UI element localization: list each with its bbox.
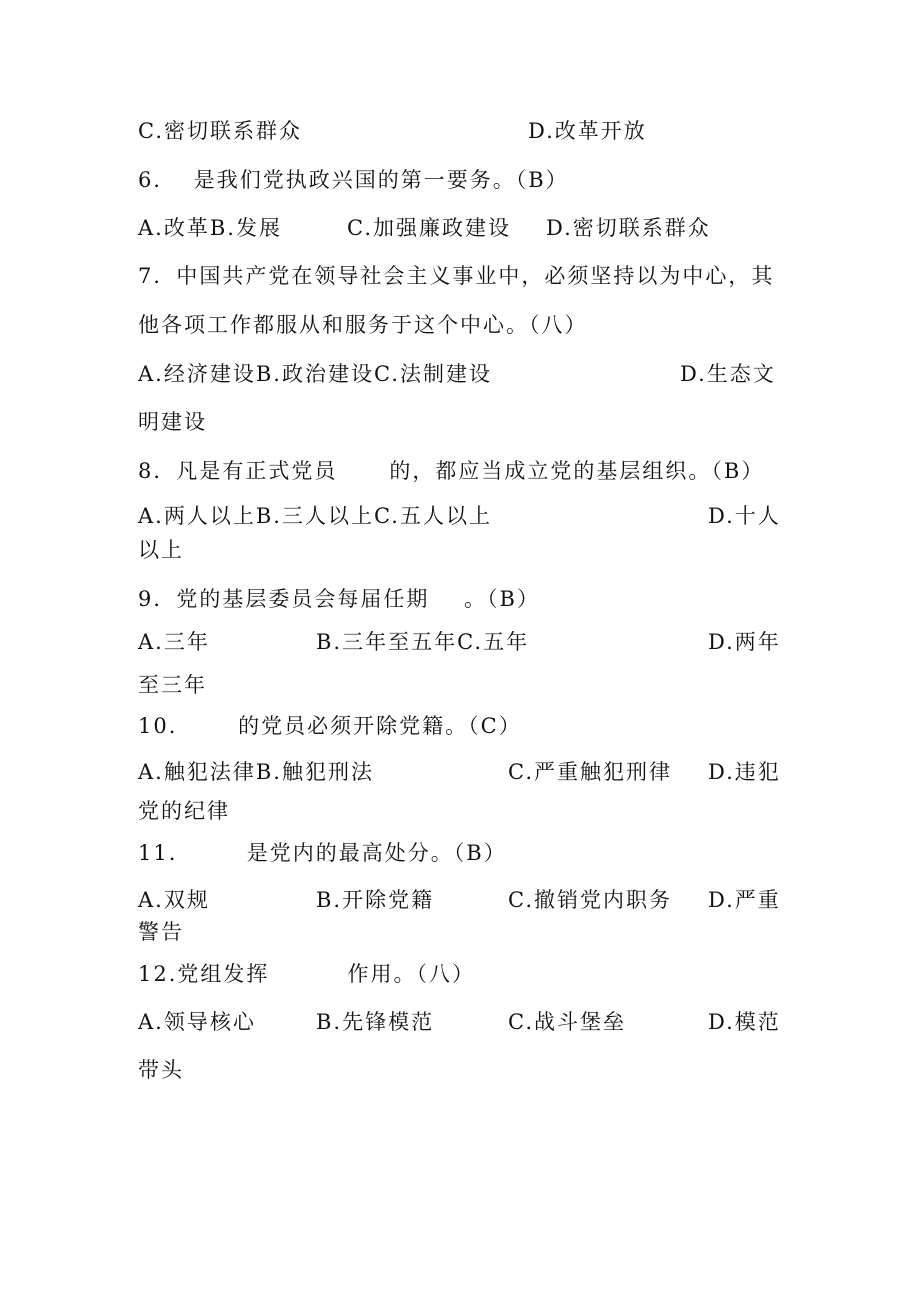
q10-option-d-cont: 党的纪律 bbox=[138, 799, 230, 823]
q11-option-a: A.双规 bbox=[138, 888, 210, 912]
q10-option-d: D.违犯 bbox=[708, 760, 781, 784]
q12-option-c: C.战斗堡垒 bbox=[508, 1010, 626, 1034]
q7-option-d: D.生态文 bbox=[680, 362, 776, 386]
q5-option-c: C.密切联系群众 bbox=[138, 119, 302, 143]
q12-option-b: B.先锋模范 bbox=[316, 1010, 435, 1034]
q12-question: 12.党组发挥 作用。（八） bbox=[138, 962, 475, 986]
q7-question-line1: 7．中国共产党在领导社会主义事业中，必须坚持以为中心，其 bbox=[138, 264, 775, 288]
q12-option-a: A.领导核心 bbox=[138, 1010, 256, 1034]
q6-question: 6． 是我们党执政兴国的第一要务。（B） bbox=[138, 168, 569, 192]
q11-option-d-cont: 警告 bbox=[138, 920, 184, 944]
q9-option-d: D.两年 bbox=[708, 630, 781, 654]
q9-option-a: A.三年 bbox=[138, 630, 210, 654]
q8-question: 8．凡是有正式党员 的，都应当成立党的基层组织。（B） bbox=[138, 459, 765, 483]
q8-option-d-cont: 以上 bbox=[138, 538, 184, 562]
q11-option-b: B.开除党籍 bbox=[316, 888, 435, 912]
q10-question: 10. 的党员必须开除党籍。（C） bbox=[138, 714, 522, 738]
q6-option-c: C.加强廉政建设 bbox=[347, 216, 511, 240]
q7-option-d-cont: 明建设 bbox=[138, 410, 207, 434]
q11-option-c: C.撤销党内职务 bbox=[508, 888, 672, 912]
q9-option-d-cont: 至三年 bbox=[138, 673, 207, 697]
q7-question-line2: 他各项工作都服从和服务于这个中心。（八） bbox=[138, 313, 588, 337]
q12-option-d-cont: 带头 bbox=[138, 1058, 184, 1082]
q6-options-ab: A.改革B.发展 bbox=[138, 216, 282, 240]
q11-option-d: D.严重 bbox=[708, 888, 781, 912]
q11-question: 11. 是党内的最高处分。（B） bbox=[138, 841, 507, 865]
q10-options-ab: A.触犯法律B.触犯刑法 bbox=[138, 760, 374, 784]
q9-question: 9．党的基层委员会每届任期 。（B） bbox=[138, 587, 540, 611]
q5-option-d: D.改革开放 bbox=[528, 119, 647, 143]
q12-option-d: D.模范 bbox=[708, 1010, 781, 1034]
q7-options-abc: A.经济建设B.政治建设C.法制建设 bbox=[138, 362, 492, 386]
q8-options-abc: A.两人以上B.三人以上C.五人以上 bbox=[138, 504, 492, 528]
q9-options-bc: B.三年至五年C.五年 bbox=[316, 630, 530, 654]
q10-option-c: C.严重触犯刑律 bbox=[508, 760, 672, 784]
q8-option-d: D.十人 bbox=[708, 504, 781, 528]
q6-option-d: D.密切联系群众 bbox=[546, 216, 711, 240]
